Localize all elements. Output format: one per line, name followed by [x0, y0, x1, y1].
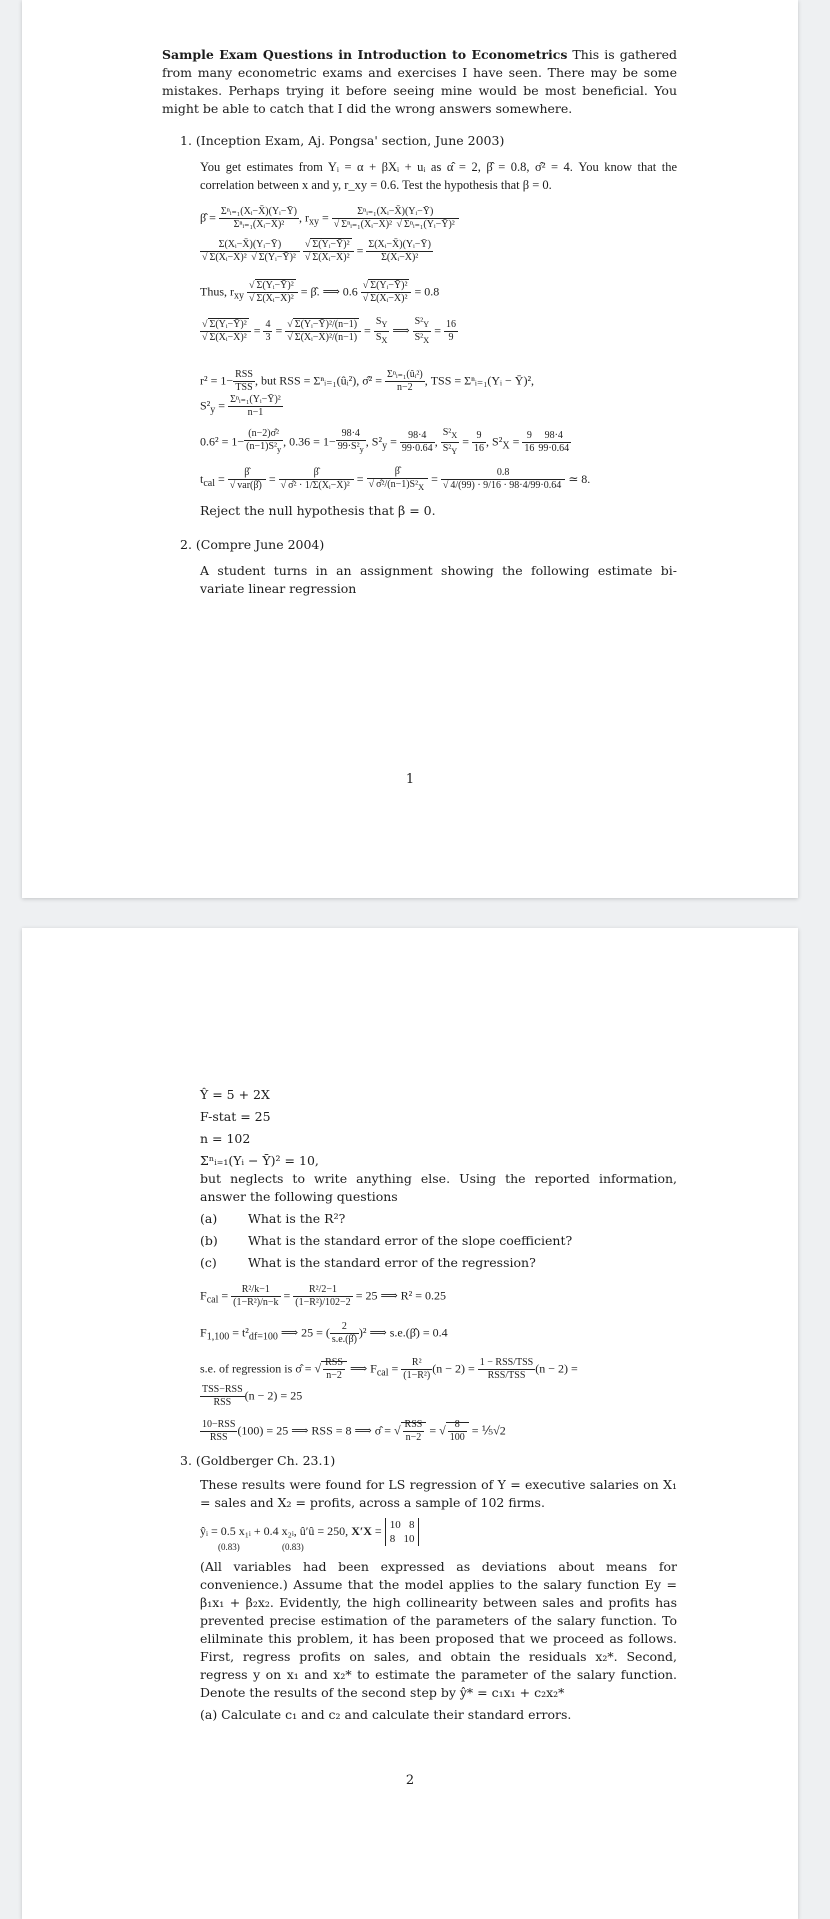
equation-beta-rxy: β̂ = $\frac{\text{Σⁿᵢ₌₁(Xᵢ−X̄)(Yᵢ−Ȳ)}}{\text{Σⁿᵢ₌₁(Xᵢ−X̄)²}}$ , $r_{xy}$ = $\frac{\text{Σⁿᵢ₌₁(Xᵢ−X̄)(Yᵢ−Ȳ)}}{\text{√ Σⁿᵢ₌₁(Xᵢ−X̄)² √ Σⁿᵢ₌₁(Yᵢ−Ȳ)²}}$ — [200, 206, 677, 233]
question-continuation: but neglects to write anything else. Using the reported information, answer the following questions — [200, 1171, 677, 1204]
sub-label: (b) — [200, 1233, 218, 1248]
sample-size: n = 102 — [200, 1131, 251, 1146]
equation-r2: r² = 1− $\frac{\text{RSS}}{\text{TSS}}$ , but RSS = Σⁿᵢ₌₁(ûᵢ²), σ̂² = $\frac{\text{Σⁿᵢ₌₁(ûᵢ²)}}{n-2}$ , TSS = Σⁿᵢ₌₁(Yᵢ − Ȳ)², — [200, 369, 535, 394]
sub-label: (c) — [200, 1255, 217, 1270]
document-intro: This is gathered from many econometric exams and exercises I have seen. There may be some mistakes. Perhaps trying it before seeing mine would be most beneficial. You might be able to catch that I did the wrong answers somewhere. — [162, 47, 677, 116]
matrix-cell: 10 — [403, 1532, 415, 1545]
equation-thus: Thus, $r_{xy}$ $\frac{\text{√ Σ(Yᵢ−Ȳ)²}}{\text{√ Σ(Xᵢ−X̄)²}}$ = β̂. ⟹ 0.6 $\frac{\text{√ Σ(Yᵢ−Ȳ)²}}{\text{√ Σ(Xᵢ−X̄)²}}$ = 0.8 — [200, 279, 440, 304]
equation-tcal: $t_{cal}$ = $\frac{\betâ}{\text{√ var(β̂)}}$ = $\frac{\betâ}{\text{√ σ̂² · 1/Σ(Xᵢ−X̄)²}}$ = $\frac{\betâ}{√ \sigmâ^2/(n-1)S^2_X}$ = $\frac{0.8}{√ 4/(99) \cdot 9/16 \cdot 98\cdot 4/99\cdot 0.64}$ ≃ 8. — [200, 465, 591, 492]
solution-rss: $\frac{\text{10−RSS}}{\text{RSS}}$ (100) = 25 ⟹ RSS = 8 ⟹ σ̂ = √ $\frac{\text{RSS}}{n-2}$ = √ $\frac{8}{100}$ = ⅕√2 — [202, 1418, 506, 1443]
se-2: (0.83) — [282, 1541, 304, 1552]
question-body: These results were found for LS regression of Y = executive salaries on X₁ = sales and X₂ = profits, across a sample of 102 firms. — [200, 1476, 677, 1510]
intro-paragraph — [162, 46, 677, 118]
part-a: (a) Calculate c₁ and c₂ and calculate their standard errors. — [200, 1706, 572, 1722]
solution-r2: $F_{cal}$ = $\frac{\text{R²/k−1}}{\text{(1−R²)/n−k}}$ = $\frac{\text{R²/2−1}}{\text{(1−R²)/102−2}}$ = 25 ⟹ R² = 0.25 — [200, 1284, 447, 1308]
question-heading: (Goldberger Ch. 23.1) — [195, 1452, 336, 1468]
solution-ser: s.e. of regression is σ̂ = √ $\frac{\text{RSS}}{n-2}$ ⟹ $F_{cal}$ = $\frac{\text{R²}}{\text{(1−R²)}}$ (n − 2) = $\frac{\text{1 − RSS/TSS}}{\text{RSS/TSS}}$ (n − 2) = — [200, 1357, 578, 1382]
se-1: (0.83) — [218, 1541, 240, 1552]
sub-question-c — [200, 1254, 677, 1272]
estimation-result: ŷᵢ = 0.5 x₁ᵢ + 0.4 x₂ᵢ, û′û = 250, X′X = 10 8 8 10 — [200, 1518, 677, 1546]
question-number: 2. — [180, 537, 192, 553]
matrix-cell: 10 — [389, 1518, 401, 1531]
question-body: A student turns in an assignment showing the following estimate bi-variate linear regression — [200, 563, 677, 597]
regression-equation: Ŷ = 5 + 2X — [200, 1087, 270, 1102]
page-2-content — [162, 1086, 677, 1724]
page-1-content — [162, 46, 677, 598]
question-body: You get estimates from Yᵢ = α + βXᵢ + uᵢ as α̂ = 2, β̂ = 0.8, σ̂² = 4. You know that the correlation between x and y, r_xy = 0.6. Test the hypothesis that β = 0. — [200, 160, 677, 192]
sub-text: What is the standard error of the slope coefficient? — [248, 1233, 573, 1248]
sub-text: What is the standard error of the regression? — [248, 1255, 536, 1270]
f-stat: F-stat = 25 — [200, 1109, 271, 1124]
question-number: 3. — [180, 1452, 192, 1468]
equation-rxy-product: $\frac{\text{Σ(Xᵢ−X̄)(Yᵢ−Ȳ)}}{\text{√ Σ(Xᵢ−X̄)² √ Σ(Yᵢ−Ȳ)²}}$ $\frac{\text{√ Σ(Yᵢ−Ȳ)²}}{\text{√ Σ(Xᵢ−X̄)²}}$ = $\frac{\text{Σ(Xᵢ−X̄)(Yᵢ−Ȳ)}}{\text{Σ(Xᵢ−X̄)²}}$ — [202, 238, 431, 263]
xx-matrix — [385, 1518, 420, 1546]
tss-value: Σⁿᵢ₌₁(Yᵢ − Ȳ)² = 10, — [200, 1153, 319, 1168]
standard-errors — [200, 1542, 677, 1552]
solution-se-beta: $F_{1,100} = t^2_{df=100}$ ⟹ 25 = ( $\frac{2}{s.e.(\betâ)}$ )² ⟹ s.e.(β̂) = 0.4 — [200, 1320, 448, 1345]
question-heading: (Inception Exam, Aj. Pongsa' section, June 2003) — [195, 133, 505, 148]
matrix-cell: 8 — [389, 1532, 396, 1545]
sub-question-b — [200, 1232, 677, 1250]
page-number: 2 — [405, 1773, 415, 1788]
question-number: 1. — [180, 133, 192, 148]
question-heading: (Compre June 2004) — [195, 537, 325, 553]
solution-ser-2: $\frac{\text{TSS−RSS}}{\text{RSS}}$ (n − 2) = 25 — [202, 1383, 303, 1408]
conclusion: Reject the null hypothesis that β = 0. — [200, 503, 436, 519]
equation-ratio: $\frac{\text{√ Σ(Yᵢ−Ȳ)²}}{\text{√ Σ(Xᵢ−X̄)²}}$ = $\frac{4}{3}$ = $\frac{\text{√ Σ(Yᵢ−Ȳ)²/(n−1)}}{\text{√ Σ(Xᵢ−X̄)²/(n−1)}}$ = $\frac{S_Y}{S_X}$ ⟹ $\frac{S^2_Y}{S^2_X}$ = $\frac{16}{9}$ — [202, 316, 456, 346]
question-2 — [162, 536, 677, 598]
sub-text: What is the R²? — [248, 1211, 346, 1226]
sub-label: (a) — [200, 1211, 218, 1226]
sub-question-a — [200, 1210, 677, 1228]
question-body-2: (All variables had been expressed as deviations about means for convenience.) Assume that the model applies to the salary function Ey = β₁x₁ + β₂x₂. Evidently, the high collinearity between sales and profits has prevented precise estimation of the parameters of the salary function. To elilminate this problem, it has been proposed that we proceed as follows. First, regress profits on sales, and obtain the residuals x₂*. Second, regress y on x₁ and x₂* to estimate the parameter of the salary function. Denote the results of the second step by ŷ* = c₁x₁ + c₂x₂* — [200, 1558, 677, 1700]
matrix-cell: 8 — [408, 1518, 415, 1531]
question-3 — [162, 1452, 677, 1724]
page-1 — [22, 0, 798, 898]
page-2 — [22, 928, 798, 1919]
document-title: Sample Exam Questions in Introduction to Econometrics — [162, 47, 568, 62]
question-1 — [162, 132, 677, 520]
equation-sy2: $S^2_y$ = $\frac{\text{Σⁿᵢ₌₁(Yᵢ−Ȳ)²}}{n-1}$ — [200, 394, 281, 419]
equation-numeric: 0.6² = 1− $\frac{\text{(n−2)σ̂²}}{(n-1)S^2_y}$ , 0.36 = 1− $\frac{98\cdot 4}{99\cdot S^2_y}$ , $S^2_y$ = $\frac{98\cdot 4}{99\cdot 0.64}$ , $\frac{S^2_X}{S^2_Y}$ = $\frac{9}{16}$ , $S^2_X$ = $\frac{9}{16}$ $\frac{98\cdot 4}{99\cdot 0.64}$ — [200, 426, 570, 456]
page-number: 1 — [405, 772, 415, 787]
